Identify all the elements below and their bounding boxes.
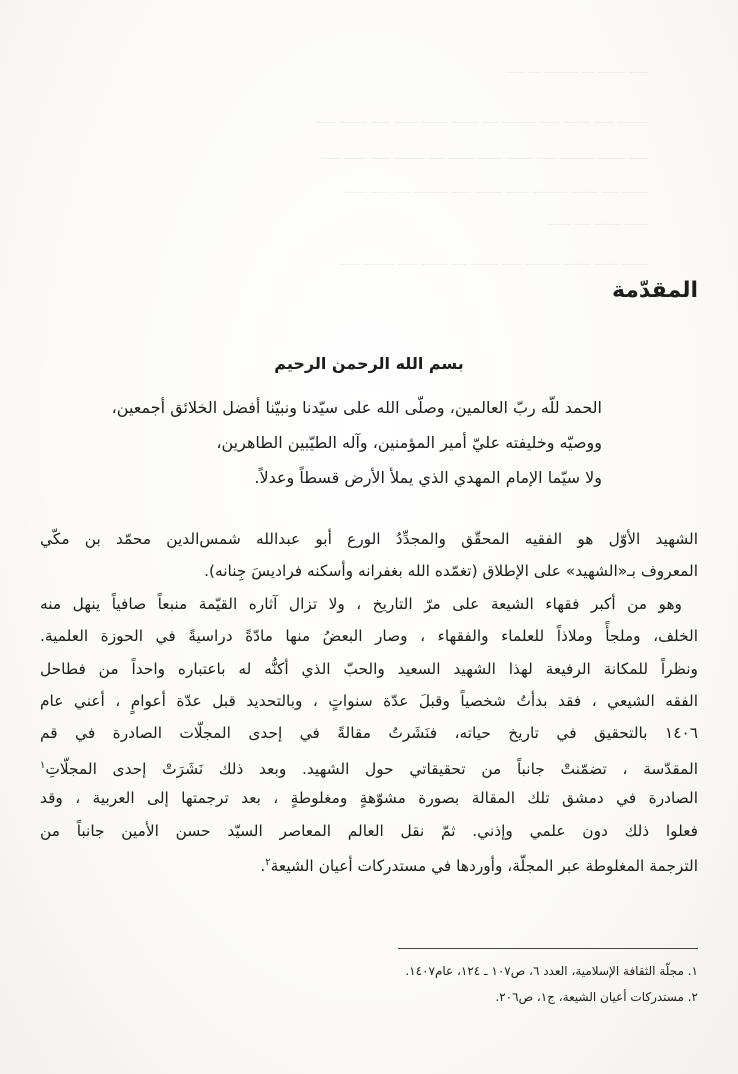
footnote-marker-1[interactable]: ١: [40, 759, 46, 771]
footnote-marker-2[interactable]: ٢: [265, 856, 271, 868]
basmala: بسم الله الرحمن الرحيم: [274, 354, 464, 373]
footnote-item: ٢. مستدركات أعيان الشيعة، ج١، ص٢٠٦.: [495, 990, 698, 1004]
body-line: ١٤٠٦ بالتحقيق في تاريخ حياته، فنَشَرتُ مقالةً في إحدى المجلّات الصادرة في قم: [40, 724, 698, 743]
bleed-through-text: [0, 112, 738, 127]
body-line: الخلف، وملجأً وملاذاً للعلماء والفقهاء ، وصار البعضُ منها مادّةً دراسيةً في الحوزة العلمية.: [40, 627, 698, 646]
body-line-text: المقدّسة ، تضمّنتْ جانباً من تحقيقاتي حول الشهيد. وبعد ذلك نَشَرَتْ إحدى المجلّاتِ: [45, 759, 698, 778]
bleed-through-text: [0, 254, 738, 269]
invocation-line: الحمد للّه ربّ العالمين، وصلّى الله على سيّدنا ونبيّنا أفضل الخلائق أجمعين،: [111, 398, 602, 417]
bleed-through-text: [0, 148, 738, 163]
invocation-line: ووصيّه وخليفته عليّ أمير المؤمنين، وآله الطيّبين الطاهرين،: [216, 433, 602, 452]
footnote-divider: [398, 948, 698, 949]
body-line: الشهيد الأوّل هو الفقيه المحقّق والمجدِّدُ الورع أبو عبدالله شمس‌الدين محمّد بن مكّي: [40, 530, 698, 548]
body-line: الترجمة المغلوطة عبر المجلّة، وأوردها في مستدركات أعيان الشيعة$^٢$.: [260, 856, 698, 876]
bleed-through-text: [0, 214, 738, 229]
body-line: ونظراً للمكانة الرفيعة لهذا الشهيد السعيد والحبّ الذي أكنُّه له باعتباره واحداً من فطاحل: [40, 659, 698, 678]
body-paragraphs: [40, 523, 698, 879]
body-line-text: الترجمة المغلوطة عبر المجلّة، وأوردها في مستدركات أعيان الشيعة: [270, 857, 698, 876]
body-line: فعلوا ذلك دون علمي وإذني. ثمّ نقل العالم المعاصر السيّد حسن الأمين جانباً من: [40, 821, 698, 840]
body-line: [40, 750, 698, 782]
body-line: وهو من أكبر فقهاء الشيعة على مرّ التاريخ ، ولا تزال آثاره القيّمة منبعاً صافياً ينهل منه: [40, 594, 682, 613]
body-line: الفقه الشيعي ، فقد بدأتُ شخصياً وقبلَ عدّة سنواتٍ ، وبالتحديد قبل عدّة أعوامٍ ، أعني عام: [40, 691, 698, 710]
section-heading: المقدّمة: [611, 278, 698, 303]
body-line: المعروف بـ«الشهيد» على الإطلاق (تغمّده الله بغفرانه وأسكنه فراديسَ جِنانه).: [204, 562, 698, 581]
footnote-item: ١. مجلّة الثقافة الإسلامية، العدد ٦، ص١٠٧ ـ ١٢٤، عام١٤٠٧.: [405, 964, 698, 978]
body-line: الصادرة في دمشق تلك المقالة بصورة مشوّهةٍ ومغلوطةٍ ، بعد ترجمتها إلى العربية ، وقد: [40, 789, 698, 808]
bleed-through-text: [0, 182, 738, 197]
bleed-through-text: [0, 62, 738, 77]
footnotes: [40, 958, 698, 1010]
opening-invocation: [112, 390, 602, 495]
invocation-line: ولا سيّما الإمام المهدي الذي يملأ الأرض قسطاً وعدلاً.: [254, 468, 602, 487]
